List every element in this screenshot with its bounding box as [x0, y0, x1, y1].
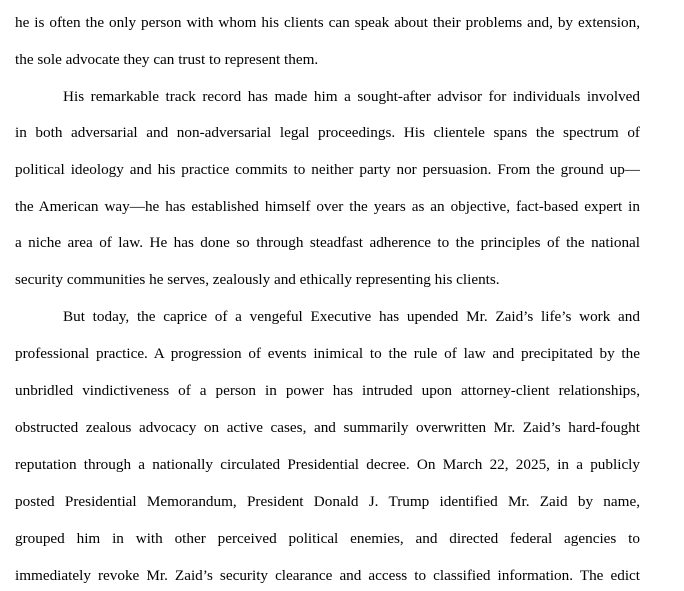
text-line: immediately revoke Mr. Zaid’s security clearance and access to classified information. The edict: [15, 567, 640, 584]
text-line: political ideology and his practice commits to neither party nor persuasion. From the ground up—: [15, 161, 640, 178]
text-line: the American way—he has established himself over the years as an objective, fact-based expert in: [15, 198, 640, 215]
text-line: professional practice. A progression of events inimical to the rule of law and precipitated by the: [15, 345, 640, 362]
text-line: obstructed zealous advocacy on active cases, and summarily overwritten Mr. Zaid’s hard-fought: [15, 419, 640, 436]
text-line: he is often the only person with whom his clients can speak about their problems and, by extension,: [15, 14, 640, 31]
text-line: posted Presidential Memorandum, President Donald J. Trump identified Mr. Zaid by name,: [15, 493, 640, 510]
paragraph-first-line: His remarkable track record has made him a sought-after advisor for individuals involved: [63, 88, 640, 105]
text-line: the sole advocate they can trust to represent them.: [15, 51, 319, 68]
text-line: a niche area of law. He has done so through steadfast adherence to the principles of the national: [15, 234, 640, 251]
paragraph-first-line: But today, the caprice of a vengeful Executive has upended Mr. Zaid’s life’s work and: [63, 308, 640, 325]
text-line: unbridled vindictiveness of a person in power has intruded upon attorney-client relationships,: [15, 382, 640, 399]
text-line: in both adversarial and non-adversarial legal proceedings. His clientele spans the spectrum of: [15, 124, 640, 141]
text-line: grouped him in with other perceived political enemies, and directed federal agencies to: [15, 530, 640, 547]
text-line: security communities he serves, zealously and ethically representing his clients.: [15, 271, 500, 288]
text-line: reputation through a nationally circulated Presidential decree. On March 22, 2025, in a publicly: [15, 456, 640, 473]
